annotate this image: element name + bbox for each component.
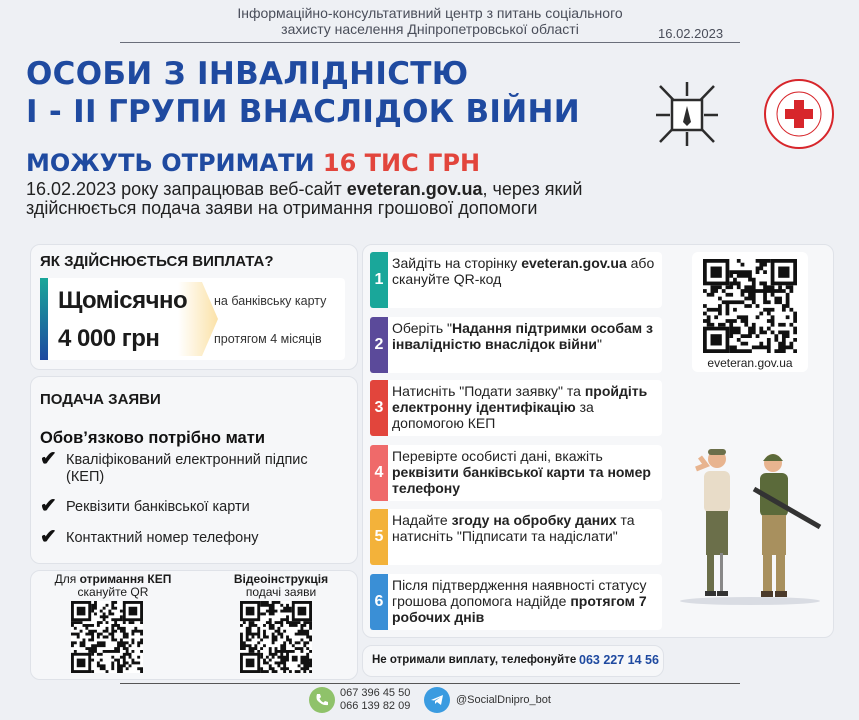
phone-icon — [309, 687, 335, 713]
step-card — [370, 445, 662, 501]
step-card — [370, 574, 662, 630]
step-text-part: Натисніть "Подати заявку" та — [392, 383, 585, 399]
required-item-text: Контактний номер телефону — [66, 530, 259, 546]
kep-qr-code[interactable] — [71, 601, 143, 673]
kep-bold: отримання КЕП — [79, 572, 172, 586]
header-date: 16.02.2023 — [658, 26, 724, 41]
video-qr-code[interactable] — [240, 601, 312, 673]
step-text-bold: Надання підтримки особам з інвалідністю внаслідок війни — [392, 320, 653, 352]
step-card — [370, 509, 662, 565]
step-text — [392, 320, 656, 352]
step-text-bold: пройдіть електронну ідентифікацію — [392, 383, 648, 415]
subtitle-amount: 16 ТИС ГРН — [322, 149, 481, 177]
hotline-phone[interactable]: 063 227 14 56 — [579, 653, 659, 667]
page-subtitle — [26, 149, 480, 177]
page-title-line-1: ОСОБИ З ІНВАЛІДНІСТЮ — [26, 56, 469, 92]
required-item — [40, 526, 340, 548]
step-text-part: " — [596, 336, 602, 352]
checkmark-icon: ✔ — [40, 448, 57, 470]
qr-finder-center — [246, 659, 255, 668]
telegram-icon — [424, 687, 450, 713]
kep-line-2: скануйте QR — [77, 585, 149, 599]
step-number: 2 — [370, 317, 388, 373]
hotline-text: Не отримали виплату, телефонуйте — [372, 654, 577, 666]
org-line-2: захисту населення Дніпропетровської області — [281, 21, 579, 37]
required-item-text: Кваліфікований електронний підпис (КЕП) — [66, 452, 308, 485]
intro-part-2: , через який здійснюється подача заяви на отримання грошової допомоги — [26, 179, 583, 218]
site-qr-code[interactable] — [703, 259, 797, 353]
qr-finder-center — [77, 659, 86, 668]
step-number: 6 — [370, 574, 388, 630]
payment-heading: ЯК ЗДІЙСНЮЄТЬСЯ ВИПЛАТА? — [40, 253, 274, 270]
qr-finder-center — [129, 607, 138, 616]
step-text — [392, 577, 656, 625]
footer-phone-1[interactable]: 067 396 45 50 — [340, 687, 411, 699]
payment-method: на банківську карту — [214, 294, 327, 308]
footer-phones — [340, 687, 410, 713]
red-cross-emblem-icon — [763, 78, 835, 150]
step-number: 3 — [370, 380, 388, 436]
qr-finder-center — [711, 267, 722, 278]
page-title-line-2: І - ІІ ГРУПИ ВНАСЛІДОК ВІЙНИ — [26, 94, 580, 130]
qr-finder-center — [246, 607, 255, 616]
org-line-1: Інформаційно-консультативний центр з питань соціального — [237, 5, 623, 21]
step-text — [392, 255, 656, 287]
checkmark-icon: ✔ — [40, 495, 57, 517]
step-number: 4 — [370, 445, 388, 501]
step-text — [392, 383, 656, 431]
required-item — [40, 495, 340, 517]
step-card — [370, 317, 662, 373]
payment-accent-bar — [40, 278, 48, 360]
payment-amount: 4 000 грн — [58, 325, 160, 352]
intro-part-1: 16.02.2023 року запрацював веб-сайт — [26, 179, 347, 199]
qr-finder-center — [711, 334, 722, 345]
step-number: 5 — [370, 509, 388, 565]
step-text-part: та натисніть "Підписати та надіслати" — [392, 512, 635, 544]
step-text-bold: eveteran.gov.ua — [521, 255, 627, 271]
step-card — [370, 380, 662, 436]
veterans-emblem-icon — [652, 78, 722, 150]
required-heading: Обов’язково потрібно мати — [40, 429, 265, 447]
header-divider — [120, 42, 740, 43]
veterans-illustration — [670, 445, 830, 605]
step-text-bold: згоду на обробку даних — [451, 512, 617, 528]
step-text-part: Після підтвердження наявності статусу грошова допомога надійде — [392, 577, 647, 609]
kep-prefix: Для — [54, 572, 80, 586]
footer-divider — [120, 683, 740, 684]
step-text-part: Перевірте особисті дані, вкажіть — [392, 448, 603, 464]
step-text — [392, 448, 656, 496]
site-qr-label: eveteran.gov.ua — [707, 356, 793, 370]
video-bold: Відеоінструкція — [233, 572, 329, 586]
step-text-part: Оберіть " — [392, 320, 452, 336]
required-item — [40, 448, 340, 486]
qr-finder-center — [298, 607, 307, 616]
step-text-bold: протягом 7 робочих днів — [392, 593, 647, 625]
video-line-2: подачі заяви — [245, 585, 317, 599]
step-number: 1 — [370, 252, 388, 308]
step-text-part: за допомогою КЕП — [392, 399, 594, 431]
step-card — [370, 252, 662, 308]
qr-finder-center — [77, 607, 86, 616]
required-item-text: Реквізити банківської карти — [66, 499, 250, 515]
payment-duration: протягом 4 місяців — [214, 332, 322, 346]
org-header — [150, 5, 710, 37]
intro-text — [26, 180, 606, 218]
checkmark-icon: ✔ — [40, 526, 57, 548]
step-text-part: Надайте — [392, 512, 452, 528]
qr-finder-center — [778, 267, 789, 278]
step-text-bold: реквізити банківської карти та номер телефону — [392, 464, 651, 496]
footer-phone-2[interactable]: 066 139 82 09 — [340, 700, 411, 712]
step-text-part: Зайдіть на сторінку — [392, 255, 522, 271]
step-text-part: або скануйте QR-код — [392, 255, 655, 287]
step-text — [392, 512, 656, 544]
kep-qr-caption — [38, 573, 188, 599]
video-qr-caption — [206, 573, 356, 599]
application-heading: ПОДАЧА ЗАЯВИ — [40, 391, 161, 408]
intro-site: eveteran.gov.ua — [346, 179, 483, 199]
footer-telegram[interactable]: @SocialDnipro_bot — [456, 694, 551, 706]
payment-frequency: Щомісячно — [58, 287, 188, 314]
subtitle-prefix: МОЖУТЬ ОТРИМАТИ — [26, 149, 323, 177]
